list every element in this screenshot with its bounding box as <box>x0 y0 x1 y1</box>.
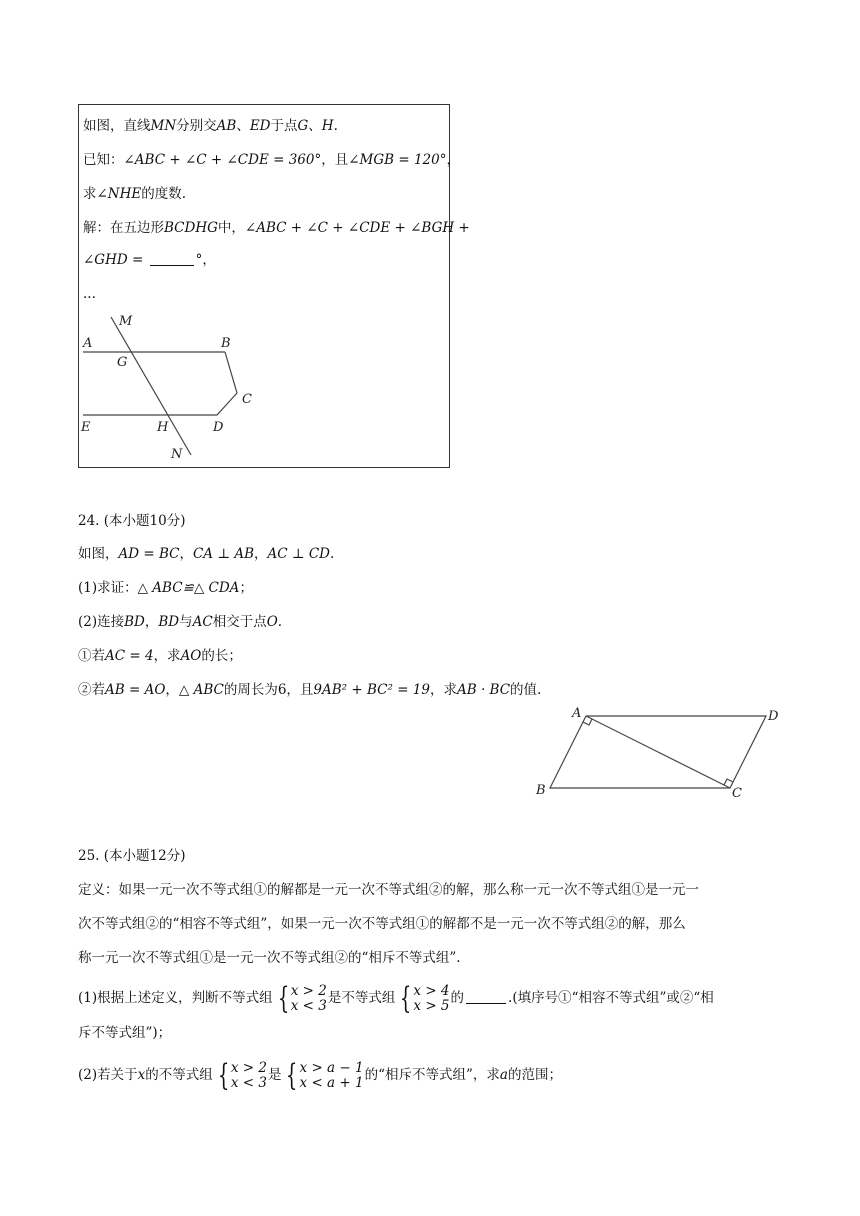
q25-question-2 <box>78 1058 562 1092</box>
text: 如图， <box>78 546 119 562</box>
text: 的度数. <box>141 186 187 202</box>
label-b: B <box>221 336 231 351</box>
inequality: x > 2 <box>290 982 327 999</box>
q25-para-3: 称一元一次不等式组①是一元一次不等式组②的“相斥不等式组”. <box>78 950 461 966</box>
q25-para-1: 定义：如果一元一次不等式组①的解都是一元一次不等式组②的解，那么称一元一次不等式组①是一元一 <box>78 882 699 898</box>
math: H <box>321 118 334 134</box>
label-c: C <box>242 392 252 407</box>
math: ∠NHE <box>96 186 142 202</box>
math: ∠MGB = 120° <box>348 152 447 168</box>
text: 的 <box>450 990 465 1006</box>
text: (2)若关于 <box>78 1067 138 1083</box>
math: BD <box>124 614 145 630</box>
text: 是 <box>267 1067 282 1083</box>
text: 的值. <box>510 682 542 698</box>
text: ， <box>446 152 460 168</box>
math: AC <box>192 614 213 630</box>
label-a: A <box>83 336 93 351</box>
text: 中， <box>217 220 245 236</box>
math: AB <box>216 118 237 134</box>
q25-title: 25. (本小题12分) <box>78 848 186 864</box>
text: ； <box>239 580 253 596</box>
text: ， <box>144 614 159 630</box>
answer-blank[interactable] <box>466 989 506 1004</box>
text: 如图，直线 <box>83 118 151 134</box>
math: ∠GHD = <box>83 252 148 268</box>
text: 已知： <box>83 152 124 168</box>
text: . <box>277 614 283 630</box>
text: ，求 <box>153 648 181 664</box>
inequality-system: { x > 2 x < 3 <box>277 980 327 1016</box>
q24-line-5 <box>78 681 541 699</box>
q24-line-3 <box>78 613 282 631</box>
parallelogram-figure <box>530 700 790 804</box>
ellipsis: ... <box>83 286 96 302</box>
text: .(填序号①“相容不等式组”或②“相 <box>508 990 714 1006</box>
math: G <box>297 118 309 134</box>
label-a: A <box>572 706 582 721</box>
text: 的范围； <box>507 1067 562 1083</box>
text: . <box>330 546 335 562</box>
text: ， <box>254 546 268 562</box>
q25-para-2: 次不等式组②的“相容不等式组”，如果一元一次不等式组①的解都不是一元一次不等式组②的解，那么 <box>78 916 686 932</box>
math: O <box>266 614 278 630</box>
box-line-3 <box>83 185 186 203</box>
math: a <box>499 1067 508 1083</box>
text: ②若 <box>78 682 105 698</box>
math: 9AB² + BC² = 19 <box>313 682 430 698</box>
math: AO <box>180 648 202 664</box>
inequality: x > 4 <box>413 982 450 999</box>
text: ①若 <box>78 648 105 664</box>
text: 相交于点 <box>212 614 267 630</box>
inequality-system: { x > 2 x < 3 <box>217 1057 267 1093</box>
label-d: D <box>768 709 779 724</box>
text: (1)根据上述定义，判断不等式组 <box>78 990 273 1006</box>
answer-blank[interactable] <box>150 251 194 266</box>
text: . <box>333 118 338 134</box>
text: (2)连接 <box>78 614 125 630</box>
line-mn <box>111 317 191 455</box>
text: 的不等式组 <box>145 1067 213 1083</box>
text: ，求 <box>429 682 457 698</box>
text: 与 <box>179 614 193 630</box>
pentagon-figure <box>79 305 449 467</box>
problem-box <box>78 104 470 468</box>
inequality: x > 2 <box>230 1059 267 1076</box>
math: △ ABC≌△ CDA <box>137 580 240 596</box>
math: 6 <box>277 682 287 698</box>
math: MN <box>150 118 177 134</box>
text: 于点 <box>270 118 298 134</box>
text: 的“相斥不等式组”，求 <box>364 1067 500 1083</box>
math: AD = BC <box>118 546 180 562</box>
math: AB · BC <box>456 682 511 698</box>
label-c: C <box>732 786 742 801</box>
math: △ ABC <box>178 682 224 698</box>
box-line-5 <box>83 251 216 269</box>
text: ，且 <box>286 682 314 698</box>
q24-title: 24. (本小题10分) <box>78 513 186 529</box>
diagonal-ac <box>586 716 730 788</box>
text: ， <box>179 546 193 562</box>
inequality: x > 5 <box>413 997 450 1014</box>
q24-line-4 <box>78 647 242 665</box>
label-n: N <box>171 447 183 462</box>
inequality: x < 3 <box>290 997 327 1014</box>
inequality-system: { x > a − 1 x < a + 1 <box>286 1057 364 1093</box>
line-bcde <box>83 352 237 415</box>
label-g: G <box>117 355 128 370</box>
q24-line-1 <box>78 545 334 563</box>
q25-question-1-cont: 斥不等式组”)； <box>78 1025 172 1041</box>
text: 分别交 <box>176 118 217 134</box>
box-line-1 <box>83 117 338 135</box>
math: AB = AO <box>105 682 166 698</box>
math: AC ⊥ CD <box>267 546 331 562</box>
text: ， <box>165 682 179 698</box>
text: °， <box>195 252 216 268</box>
box-line-4 <box>83 219 470 237</box>
q24-line-2 <box>78 579 253 597</box>
inequality: x < a + 1 <box>299 1074 364 1091</box>
text: 的周长为 <box>223 682 278 698</box>
text: 、 <box>308 118 322 134</box>
math: ∠ABC + ∠C + ∠CDE = 360° <box>123 152 322 168</box>
text: 是不等式组 <box>327 990 396 1006</box>
label-e: E <box>81 420 91 435</box>
text: 的长； <box>201 648 242 664</box>
math: ∠ABC + ∠C + ∠CDE + ∠BGH + <box>244 220 470 236</box>
label-m: M <box>119 314 133 329</box>
math: ED <box>249 118 271 134</box>
label-h: H <box>157 420 169 435</box>
q25-question-1 <box>78 981 714 1015</box>
label-b: B <box>536 783 546 798</box>
math: AC = 4 <box>105 648 154 664</box>
math: x <box>137 1067 146 1083</box>
text: 、 <box>236 118 250 134</box>
inequality: x > a − 1 <box>299 1059 364 1076</box>
text: 求 <box>83 186 97 202</box>
math: CA ⊥ AB <box>192 546 254 562</box>
text: (1)求证： <box>78 580 138 596</box>
inequality: x < 3 <box>230 1074 267 1091</box>
math: BCDHG <box>164 220 218 236</box>
inequality-system: { x > 4 x > 5 <box>400 980 450 1016</box>
label-d: D <box>213 420 224 435</box>
text: ，且 <box>321 152 349 168</box>
math: BD <box>158 614 180 630</box>
box-line-2 <box>83 151 460 169</box>
text: 解：在五边形 <box>83 220 164 236</box>
